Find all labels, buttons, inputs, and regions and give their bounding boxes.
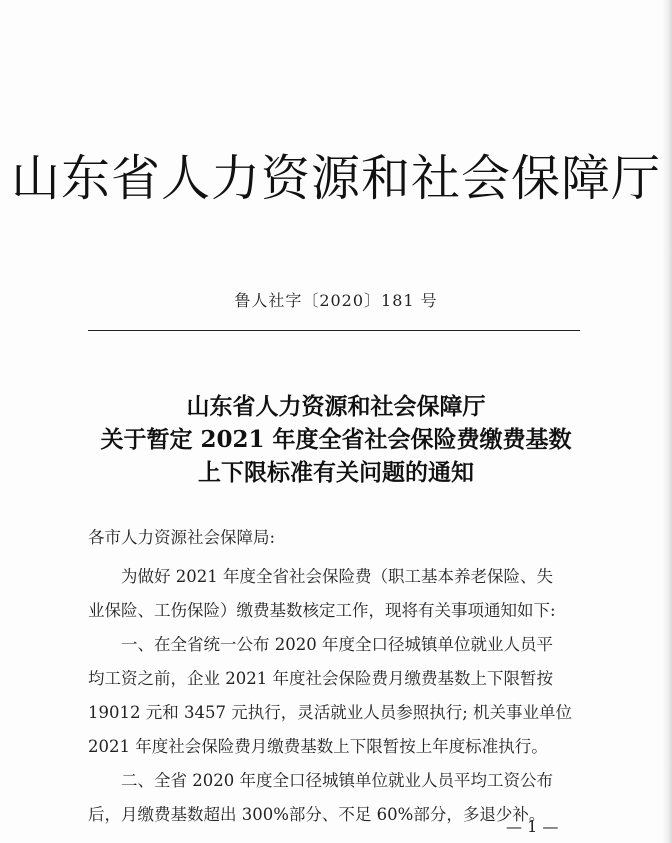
body-line-2: 业保险、工伤保险）缴费基数核定工作，现将有关事项通知如下:: [88, 601, 556, 620]
header-separator-line: [88, 330, 580, 331]
body-line-5: 19012 元和 3457 元执行，灵活就业人员参照执行; 机关事业单位: [88, 703, 573, 722]
body-line-1: 为做好 2021 年度全省社会保险费（职工基本养老保险、失: [121, 567, 553, 586]
notice-title-line-1: 山东省人力资源和社会保障厅: [186, 393, 486, 420]
notice-title-line-2: 关于暂定 2021 年度全省社会保险费缴费基数: [100, 426, 572, 453]
notice-title-line-3: 上下限标准有关问题的通知: [198, 459, 474, 486]
body-line-7: 二、全省 2020 年度全口径城镇单位就业人员平均工资公布: [121, 771, 553, 790]
body-line-6: 2021 年度社会保险费月缴费基数上下限暂按上年度标准执行。: [88, 737, 548, 756]
notice-title: [0, 390, 672, 489]
body-line-4: 均工资之前，企业 2021 年度社会保险费月缴费基数上下限暂按: [88, 669, 553, 688]
body-line-3: 一、在全省统一公布 2020 年度全口径城镇单位就业人员平: [121, 635, 553, 654]
body-line-8: 后，月缴费基数超出 300%部分、不足 60%部分，多退少补。: [88, 805, 546, 824]
page-number: — 1 —: [506, 817, 559, 836]
document-number: 鲁人社字〔2020〕181 号: [234, 291, 438, 310]
issuer-banner: 山东省人力资源和社会保障厅: [10, 150, 661, 207]
salutation: 各市人力资源社会保障局:: [88, 528, 276, 547]
